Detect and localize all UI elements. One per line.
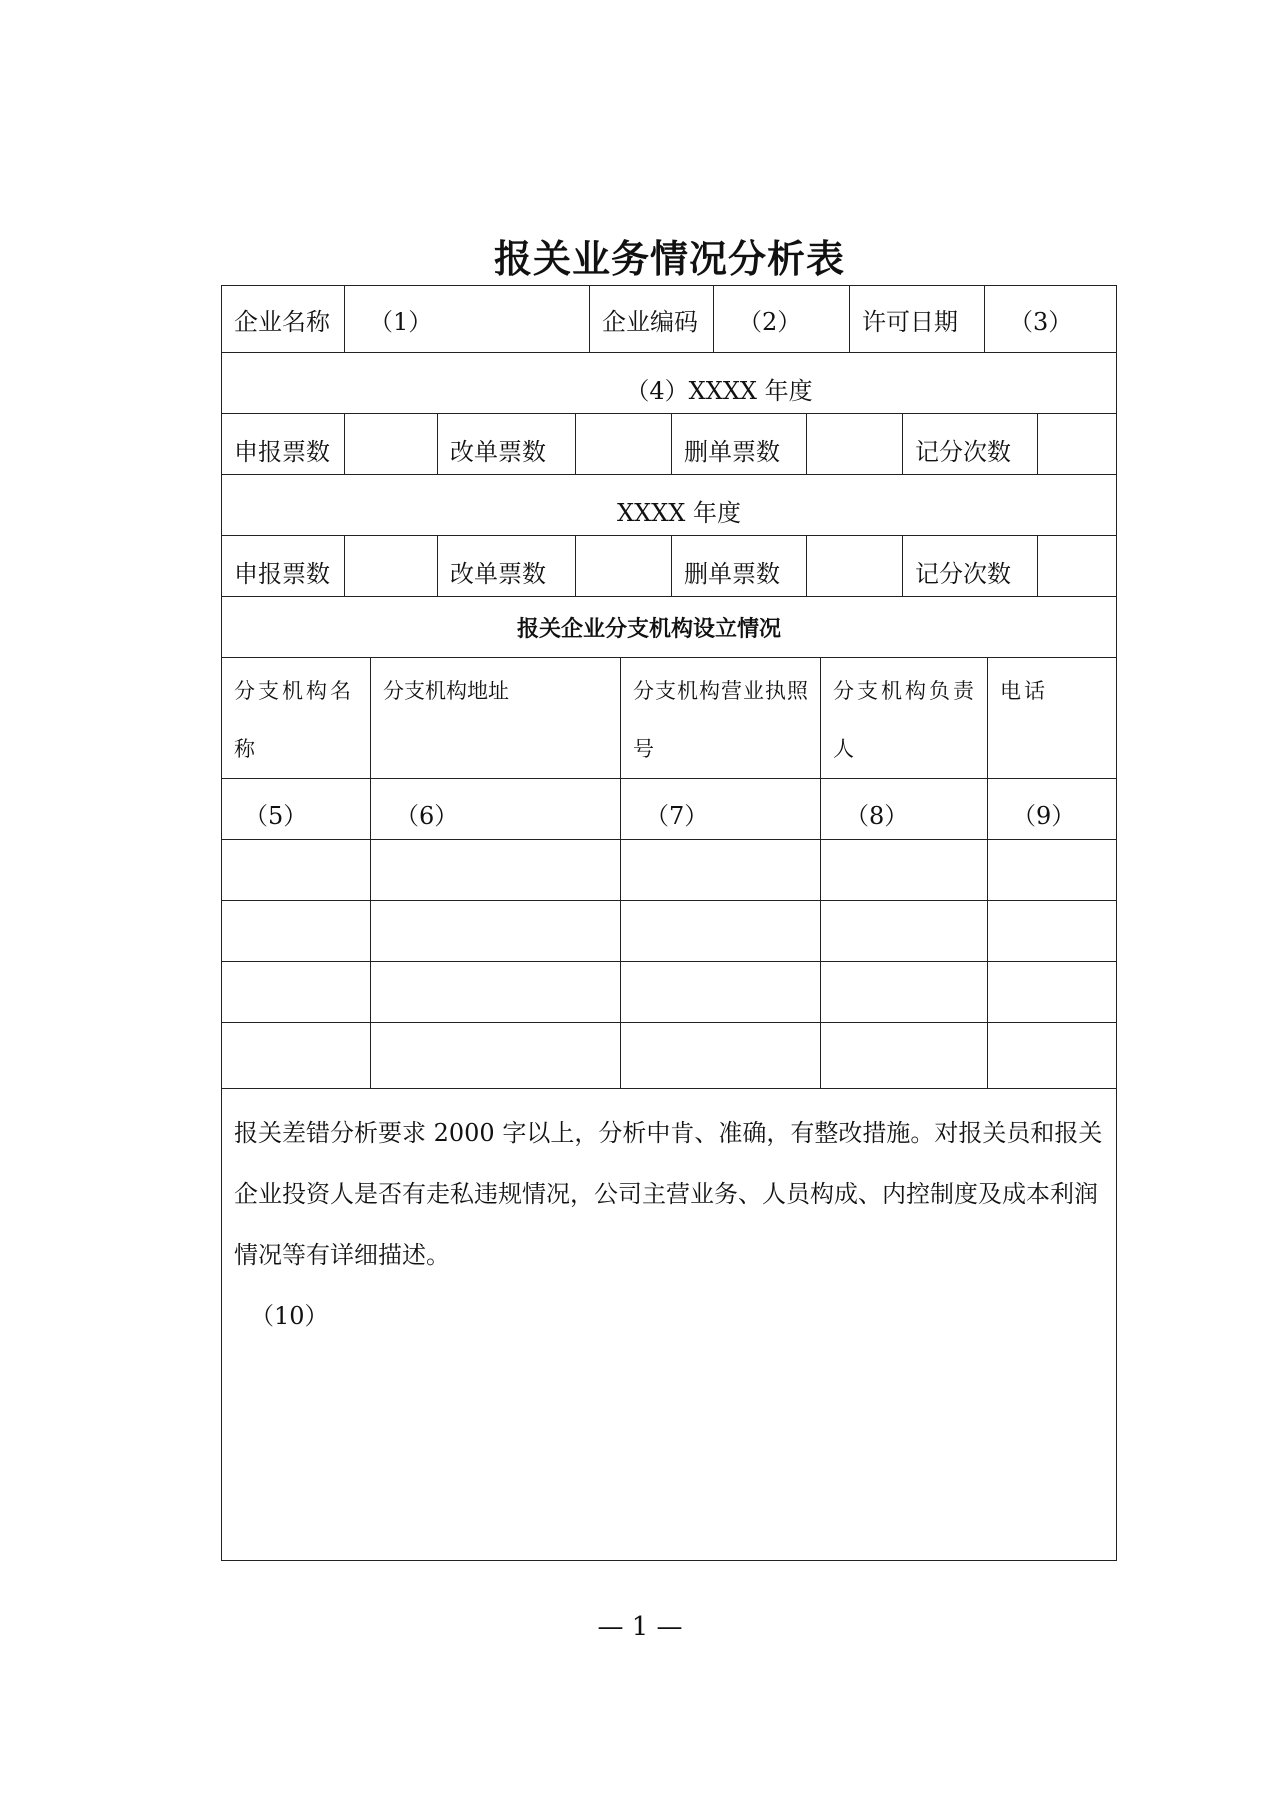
- branch-section-title: 报关企业分支机构设立情况: [516, 615, 781, 642]
- delete-count-value[interactable]: [807, 414, 903, 474]
- branch-head-header: 分支机构负责人: [821, 658, 988, 778]
- branch-head-cell[interactable]: [821, 840, 988, 900]
- remarks-area[interactable]: [222, 1089, 1116, 1560]
- branch-name-cell[interactable]: [222, 1023, 371, 1088]
- year-stats-row: [222, 536, 1116, 597]
- year-label: XXXX 年度: [617, 498, 741, 527]
- branch-empty-row: [222, 1023, 1116, 1089]
- delete-count-label: 删单票数: [672, 414, 807, 474]
- branch-phone-cell[interactable]: [988, 1023, 1116, 1088]
- branch-name-cell[interactable]: [222, 901, 371, 961]
- branch-license-cell[interactable]: [621, 1023, 821, 1088]
- company-code-value[interactable]: （2）: [714, 286, 850, 352]
- modify-count-label: 改单票数: [438, 536, 576, 596]
- company-name-value[interactable]: （1）: [345, 286, 590, 352]
- branch-name-header: 分支机构名称: [222, 658, 371, 778]
- branch-phone-cell[interactable]: [988, 962, 1116, 1022]
- branch-empty-row: [222, 840, 1116, 901]
- modify-count-value[interactable]: [576, 414, 672, 474]
- branch-license-cell[interactable]: [621, 840, 821, 900]
- branch-name-cell[interactable]: [222, 962, 371, 1022]
- branch-name-cell[interactable]: [222, 840, 371, 900]
- form-title: 报关业务情况分析表: [493, 236, 845, 281]
- branch-phone-cell[interactable]: [988, 840, 1116, 900]
- score-count-label: 记分次数: [903, 414, 1038, 474]
- branch-phone-cell[interactable]: （9）: [1012, 801, 1076, 830]
- branch-head-cell[interactable]: [821, 901, 988, 961]
- declare-count-value[interactable]: [345, 536, 438, 596]
- branch-number-row: [222, 779, 1116, 840]
- remarks-number: （10）: [250, 1302, 329, 1330]
- year-header-row: [222, 353, 1116, 414]
- branch-header-row: [222, 658, 1116, 779]
- branch-license-cell[interactable]: [621, 901, 821, 961]
- modify-count-label: 改单票数: [438, 414, 576, 474]
- branch-address-cell[interactable]: [371, 840, 621, 900]
- remarks-instructions: 报关差错分析要求 2000 字以上，分析中肯、准确，有整改措施。对报关员和报关企业投资人是否有走私违规情况，公司主营业务、人员构成、内控制度及成本利润情况等有详细描述。: [234, 1119, 1103, 1269]
- year-label: （4）XXXX 年度: [625, 376, 813, 405]
- delete-count-value[interactable]: [807, 536, 903, 596]
- score-count-value[interactable]: [1038, 414, 1116, 474]
- score-count-value[interactable]: [1038, 536, 1116, 596]
- license-date-label: 许可日期: [850, 286, 985, 352]
- declare-count-label: 申报票数: [222, 414, 345, 474]
- year-header-row: [222, 475, 1116, 536]
- license-date-value[interactable]: （3）: [1009, 307, 1073, 336]
- branch-head-cell[interactable]: [821, 1023, 988, 1088]
- branch-address-header: 分支机构地址: [371, 658, 621, 778]
- branch-phone-header: 电话: [1000, 679, 1048, 703]
- score-count-label: 记分次数: [903, 536, 1038, 596]
- declare-count-value[interactable]: [345, 414, 438, 474]
- year-stats-row: [222, 414, 1116, 475]
- branch-empty-row: [222, 901, 1116, 962]
- branch-head-cell[interactable]: [821, 962, 988, 1022]
- branch-address-cell[interactable]: [371, 1023, 621, 1088]
- branch-license-cell[interactable]: [621, 962, 821, 1022]
- branch-phone-cell[interactable]: [988, 901, 1116, 961]
- delete-count-label: 删单票数: [672, 536, 807, 596]
- page-number: — 1 —: [597, 1612, 683, 1642]
- declare-count-label: 申报票数: [222, 536, 345, 596]
- branch-name-cell[interactable]: （5）: [222, 779, 371, 839]
- company-info-row: [222, 286, 1116, 353]
- branch-address-cell[interactable]: [371, 962, 621, 1022]
- branch-section-row: [222, 597, 1116, 658]
- modify-count-value[interactable]: [576, 536, 672, 596]
- branch-head-cell[interactable]: （8）: [821, 779, 988, 839]
- branch-license-cell[interactable]: （7）: [621, 779, 821, 839]
- branch-license-header: 分支机构营业执照号: [621, 658, 821, 778]
- company-code-label: 企业编码: [590, 286, 714, 352]
- branch-empty-row: [222, 962, 1116, 1023]
- analysis-form-table: [221, 285, 1117, 1561]
- branch-address-cell[interactable]: [371, 901, 621, 961]
- company-name-label: 企业名称: [222, 286, 345, 352]
- branch-address-cell[interactable]: （6）: [371, 779, 621, 839]
